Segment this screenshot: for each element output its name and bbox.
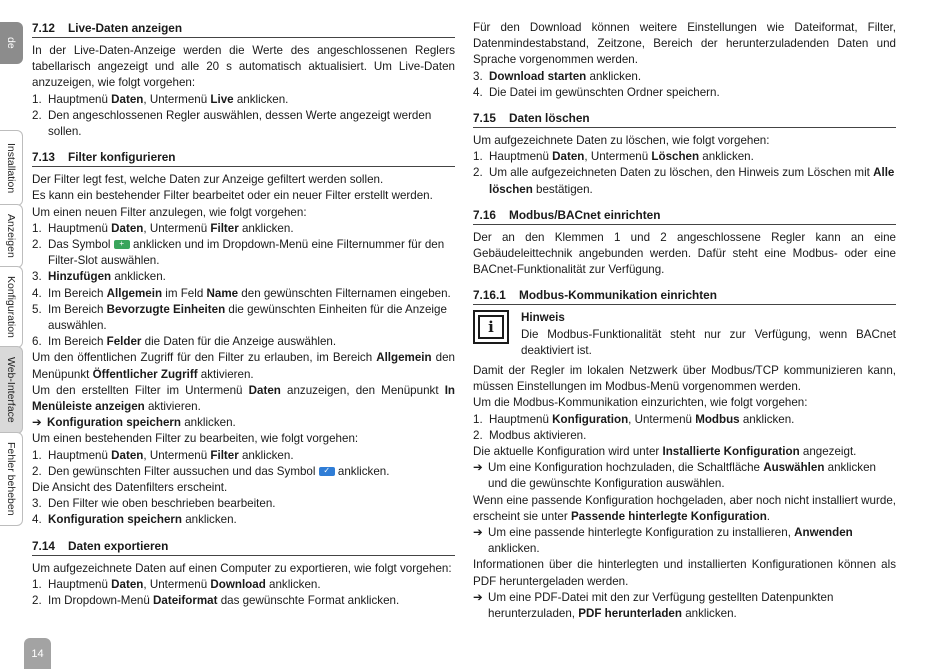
list-item: 2. Den gewünschten Filter aussuchen und das Symbol ✓ anklicken. [32, 464, 390, 478]
left-column [32, 20, 455, 609]
page-number: 14 [24, 638, 51, 669]
paragraph: Informationen über die hinterlegten und installierten Konfigurationen können als PDF heruntergeladen werden. [473, 558, 896, 588]
paragraph: Die Ansicht des Datenfilters erscheint. [32, 481, 228, 495]
heading-7-16-1: 7.16.1 Modbus-Kommunikation einrichten [473, 287, 896, 305]
paragraph: Damit der Regler im lokalen Netzwerk über Modbus/TCP kommunizieren kann, müssen Einstellungen im Modbus-Menü vorgenommen werden. [473, 364, 896, 394]
hint-title: Hinweis [521, 311, 565, 325]
paragraph: Die aktuelle Konfiguration wird unter Installierte Konfiguration angezeigt. [473, 445, 857, 459]
arrow-right-icon: ➔ [473, 526, 483, 540]
list-item: 6. Im Bereich Felder die Daten für die Anzeige auswählen. [32, 335, 337, 349]
list-item: 2. Das Symbol + anklicken und im Dropdown-Menü eine Filternummer für den Filter-Slot auswählen. [32, 238, 445, 268]
paragraph: Um den erstellten Filter im Untermenü Daten anzuzeigen, den Menüpunkt In Menüleiste anzeigen aktivieren. [32, 383, 456, 414]
paragraph: Um den öffentlichen Zugriff für den Filter zu erlauben, im Bereich Allgemein den Menüpunkt Öffentlicher Zugriff aktivieren. [32, 351, 455, 381]
paragraph: Wenn eine passende Konfiguration hochgeladen, aber noch nicht installiert wurde, erscheint sie unter Passende hinterlegte Konfiguration. [473, 493, 896, 523]
paragraph: Um aufgezeichnete Daten auf einen Computer zu exportieren, wie folgt vorgehen: [32, 561, 452, 575]
list-item: 4. Die Datei im gewünschten Ordner speichern. [473, 85, 720, 99]
heading-7-13: 7.13 Filter konfigurieren [32, 149, 455, 167]
plus-icon: + [114, 240, 130, 249]
hint-box [473, 310, 896, 359]
list-item: 2. Um alle aufgezeichneten Daten zu löschen, den Hinweis zum Löschen mit Alle löschen bestätigen. [473, 166, 895, 196]
paragraph: Um aufgezeichnete Daten zu löschen, wie folgt vorgehen: [473, 134, 770, 148]
arrow-right-icon: ➔ [473, 461, 483, 475]
side-tab-de[interactable]: de [0, 22, 23, 64]
paragraph: Um die Modbus-Kommunikation einzurichten, wie folgt vorgehen: [473, 396, 808, 410]
list-item: 3. Hinzufügen anklicken. [32, 270, 166, 284]
list-item: 2. Den angeschlossenen Regler auswählen, dessen Werte angezeigt werden sollen. [32, 108, 432, 139]
list-item: 1. Hauptmenü Konfiguration, Untermenü Modbus anklicken. [473, 412, 795, 426]
heading-7-15: 7.15 Daten löschen [473, 110, 896, 128]
arrow-step: ➔ Konfiguration speichern anklicken. [32, 415, 455, 431]
list-item: 1. Hauptmenü Daten, Untermenü Löschen anklicken. [473, 150, 754, 164]
paragraph: Für den Download können weitere Einstellungen wie Dateiformat, Filter, Datenmindestabstand, Zeitzone, Bereich der herunterzuladenden Daten und Sprache vorgenommen werden. [473, 21, 896, 67]
edit-icon: ✓ [319, 467, 335, 476]
arrow-step: ➔ Um eine passende hinterlegte Konfiguration zu installieren, Anwenden anklicken. [473, 525, 896, 557]
paragraph: Um einen bestehenden Filter zu bearbeiten, wie folgt vorgehen: [32, 432, 359, 446]
paragraph: Der Filter legt fest, welche Daten zur Anzeige gefiltert werden sollen. [32, 173, 384, 187]
list-item: 5. Im Bereich Bevorzugte Einheiten die gewünschten Einheiten für die Anzeige auswählen. [32, 302, 447, 333]
arrow-step: ➔ Um eine Konfiguration hochzuladen, die Schaltfläche Auswählen anklicken und die gewünschte Konfiguration auswählen. [473, 460, 896, 492]
right-column [473, 20, 896, 622]
heading-7-16: 7.16 Modbus/BACnet einrichten [473, 207, 896, 225]
info-icon: i [473, 310, 509, 344]
paragraph: In der Live-Daten-Anzeige werden die Werte des angeschlossenen Reglers tabellarisch angezeigt und alle 20 s automatisch aktualisiert. Um Live-Daten anzuzeigen, wie folgt vorgehen: [32, 44, 455, 90]
list-item: 1. Hauptmenü Daten, Untermenü Filter anklicken. [32, 221, 294, 235]
paragraph: Der an den Klemmen 1 und 2 angeschlossene Regler kann an eine Gebäudeleittechnik angebunden werden. Dafür steht eine Modbus- oder eine BACnet-Funktionalität zur Verfügung. [473, 230, 896, 277]
list-item: 2. Im Dropdown-Menü Dateiformat das gewünschte Format anklicken. [32, 594, 400, 608]
list-item: 2. Modbus aktivieren. [473, 428, 587, 442]
list-item: 3. Den Filter wie oben beschrieben bearbeiten. [32, 497, 276, 511]
side-tab-anzeigen[interactable]: Anzeigen [0, 204, 23, 268]
heading-7-14: 7.14 Daten exportieren [32, 538, 455, 556]
side-tab-fehler-beheben[interactable]: Fehler beheben [0, 432, 23, 526]
arrow-right-icon: ➔ [32, 416, 42, 430]
list-item: 4. Im Bereich Allgemein im Feld Name den gewünschten Filternamen eingeben. [32, 286, 451, 300]
side-tab-installation[interactable]: Installation [0, 130, 23, 206]
paragraph: Es kann ein bestehender Filter bearbeitet oder ein neuer Filter erstellt werden. [32, 189, 433, 203]
heading-7-12: 7.12 Live-Daten anzeigen [32, 20, 455, 38]
list-item: 1. Hauptmenü Daten, Untermenü Download anklicken. [32, 577, 321, 591]
hint-text: Die Modbus-Funktionalität steht nur zur Verfügung, wenn BACnet deaktiviert ist. [521, 327, 896, 357]
paragraph: Um einen neuen Filter anzulegen, wie folgt vorgehen: [32, 205, 307, 219]
side-tab-konfiguration[interactable]: Konfiguration [0, 266, 23, 348]
list-item: 4. Konfiguration speichern anklicken. [32, 513, 237, 527]
side-tab-web-interface[interactable]: Web-Interface [0, 346, 23, 434]
list-item: 1. Hauptmenü Daten, Untermenü Live anklicken. [32, 92, 289, 106]
arrow-right-icon: ➔ [473, 590, 483, 604]
list-item: 1. Hauptmenü Daten, Untermenü Filter anklicken. [32, 448, 294, 462]
list-item: 3. Download starten anklicken. [473, 69, 642, 83]
arrow-step: ➔ Um eine PDF-Datei mit den zur Verfügung gestellten Datenpunkten herunterzuladen, PDF herunterladen anklicken. [473, 590, 896, 622]
